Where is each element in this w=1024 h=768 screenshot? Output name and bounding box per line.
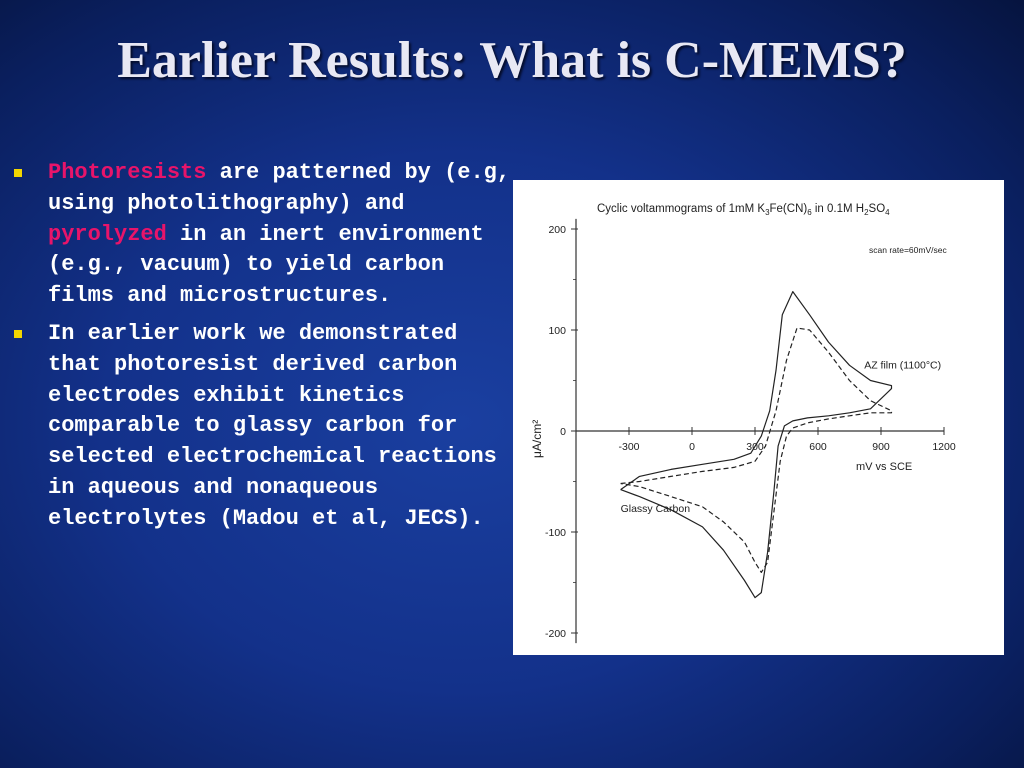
series-annotation: AZ film (1100°C) xyxy=(864,359,942,372)
chart-subtitle: scan rate=60mV/sec xyxy=(869,245,947,255)
bullet-highlight-pyrolyzed: pyrolyzed xyxy=(48,221,167,247)
y-axis-label: μA/cm² xyxy=(530,419,544,458)
bullet-list xyxy=(12,158,512,542)
bullet-highlight-photoresists: Photoresists xyxy=(48,160,207,185)
x-tick-label: 1200 xyxy=(932,441,956,453)
slide-title: Earlier Results: What is C-MEMS? xyxy=(117,32,907,89)
series-annotation: Glassy Carbon xyxy=(620,502,691,515)
y-tick-label: 200 xyxy=(548,224,566,236)
bullet-marker-icon xyxy=(14,330,22,338)
x-axis-label: mV vs SCE xyxy=(856,461,913,473)
chart-title: Cyclic voltammograms of 1mM $K_3Fe(CN)_6$ in 0.1M $H_2SO_4$ xyxy=(597,203,890,217)
x-tick-label: -300 xyxy=(618,441,640,453)
bullet-item xyxy=(12,158,512,312)
bullet-item xyxy=(12,319,512,535)
bullet-marker-icon xyxy=(14,169,22,177)
y-tick-label: 100 xyxy=(548,325,566,337)
x-tick-label: 900 xyxy=(872,441,890,453)
bullet-text: in an inert environment (e.g., vacuum) to yield carbon films and microstructures. xyxy=(48,221,484,309)
y-tick-label: 0 xyxy=(560,426,566,438)
y-tick-label: -200 xyxy=(544,628,566,640)
x-tick-label: 600 xyxy=(809,441,827,453)
bullet-text: are patterned by (e.g, using photolithography) and xyxy=(48,160,511,216)
y-tick-label: -100 xyxy=(544,527,566,539)
cyclic-voltammogram-figure xyxy=(513,180,1004,655)
cv-chart xyxy=(513,180,1004,655)
x-tick-label: 300 xyxy=(746,441,764,453)
bullet-text: In earlier work we demonstrated that photoresist derived carbon electrodes exhibit kinetics comparable to glassy carbon for selected electrochemical reactions in aqueous and nonaqueous electrolytes (Madou et al, JECS). xyxy=(48,320,497,531)
series-line-az-film-1100-c xyxy=(621,292,892,598)
x-tick-label: 0 xyxy=(689,441,695,453)
